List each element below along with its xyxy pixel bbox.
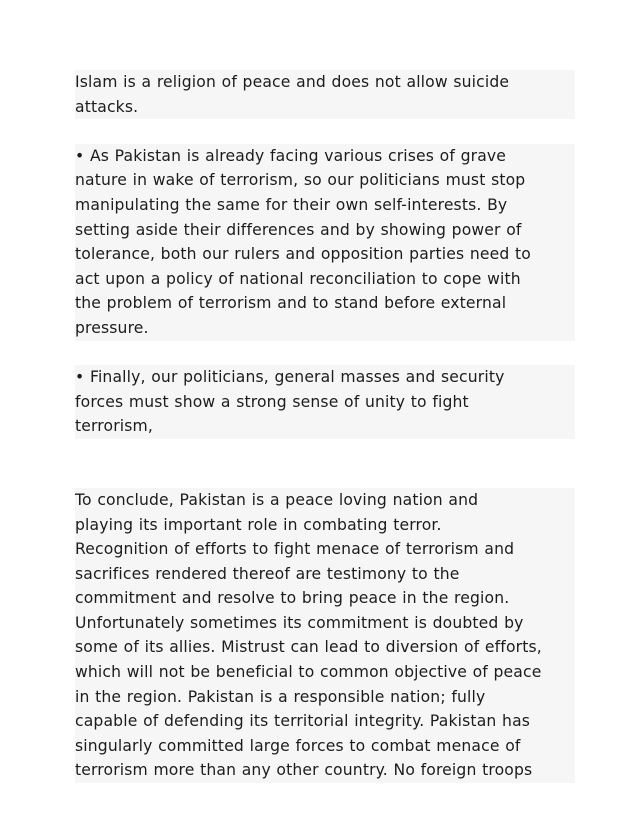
text-line: forces must show a strong sense of unity to fight — [75, 390, 575, 415]
paragraph-spacer — [75, 341, 575, 366]
text-line: capable of defending its territorial integrity. Pakistan has — [75, 709, 575, 734]
text-line: pressure. — [75, 316, 575, 341]
text-line: sacrifices rendered thereof are testimony to the — [75, 562, 575, 587]
text-line: some of its allies. Mistrust can lead to diversion of efforts, — [75, 635, 575, 660]
paragraph-islam — [75, 70, 575, 119]
text-line: • As Pakistan is already facing various crises of grave — [75, 144, 575, 169]
paragraph-bullet-unity — [75, 365, 575, 439]
text-line: setting aside their differences and by showing power of — [75, 218, 575, 243]
text-line: terrorism, — [75, 414, 575, 439]
paragraph-bullet-reconciliation — [75, 144, 575, 341]
text-line: tolerance, both our rulers and opposition parties need to — [75, 242, 575, 267]
text-line: which will not be beneficial to common objective of peace — [75, 660, 575, 685]
text-line: terrorism more than any other country. No foreign troops — [75, 758, 575, 783]
text-line: commitment and resolve to bring peace in the region. — [75, 586, 575, 611]
text-line: manipulating the same for their own self-interests. By — [75, 193, 575, 218]
text-line: To conclude, Pakistan is a peace loving nation and — [75, 488, 575, 513]
document-page — [75, 70, 575, 783]
text-line: • Finally, our politicians, general masses and security — [75, 365, 575, 390]
paragraph-conclusion — [75, 488, 575, 783]
text-line: in the region. Pakistan is a responsible nation; fully — [75, 685, 575, 710]
text-line: Recognition of efforts to fight menace of terrorism and — [75, 537, 575, 562]
text-line: Unfortunately sometimes its commitment is doubted by — [75, 611, 575, 636]
paragraph-spacer — [75, 119, 575, 144]
text-line: Islam is a religion of peace and does not allow suicide — [75, 70, 575, 95]
text-line: playing its important role in combating terror. — [75, 513, 575, 538]
text-line: singularly committed large forces to combat menace of — [75, 734, 575, 759]
text-line: act upon a policy of national reconciliation to cope with — [75, 267, 575, 292]
text-line: the problem of terrorism and to stand before external — [75, 291, 575, 316]
text-line: nature in wake of terrorism, so our politicians must stop — [75, 168, 575, 193]
paragraph-spacer — [75, 439, 575, 488]
text-line: attacks. — [75, 95, 575, 120]
